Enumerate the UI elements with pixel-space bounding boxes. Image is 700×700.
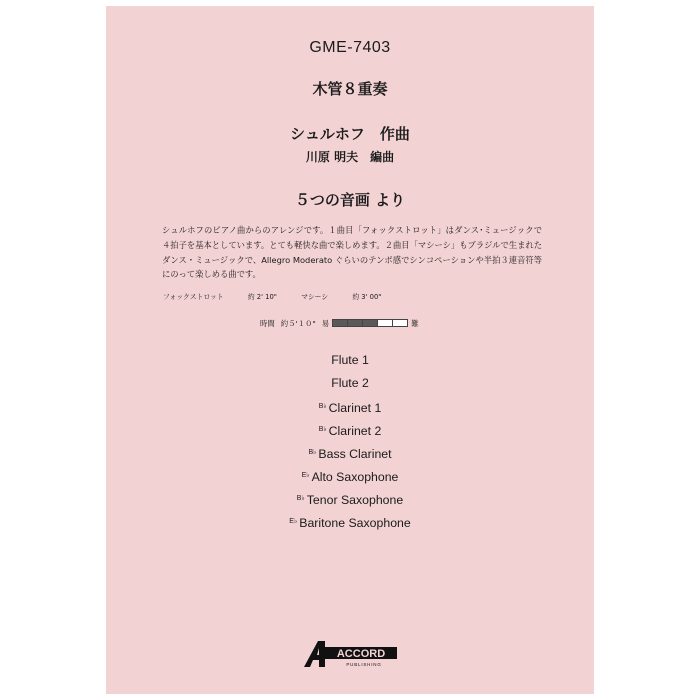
work-title: ５つの音画 より bbox=[294, 191, 406, 209]
accord-publishing-logo bbox=[302, 640, 398, 670]
difficulty-segment bbox=[393, 320, 407, 326]
logo-wordmark: ACCORD bbox=[336, 648, 386, 660]
score-cover bbox=[106, 6, 594, 694]
instrument-name: Bass Clarinet bbox=[318, 447, 392, 461]
ensemble-type: 木管８重奏 bbox=[312, 80, 388, 98]
instrument-name: Tenor Saxophone bbox=[306, 493, 404, 507]
difficulty-segment bbox=[348, 320, 363, 326]
instrumentation-list bbox=[106, 349, 594, 533]
total-time-value: 約５'１０" bbox=[280, 318, 316, 328]
arranger-line: 川原 明夫 編曲 bbox=[305, 150, 395, 164]
duration-difficulty-row bbox=[260, 317, 419, 329]
instrument-item bbox=[106, 487, 594, 510]
logo-subtext: PUBLISHING bbox=[346, 662, 382, 667]
piece-duration-1: フォックストロット 約 2' 10" bbox=[163, 293, 277, 301]
instrument-item bbox=[106, 349, 594, 372]
instrument-key: E♭ bbox=[301, 472, 310, 479]
instrument-name: Clarinet 2 bbox=[328, 424, 382, 438]
difficulty-segment bbox=[363, 320, 378, 326]
instrument-item bbox=[106, 510, 594, 533]
instrument-name: Alto Saxophone bbox=[311, 470, 399, 484]
difficulty-segment bbox=[378, 320, 393, 326]
total-time-label: 時間 bbox=[260, 318, 275, 328]
piece-duration-2: マシーシ 約 3' 00" bbox=[301, 293, 382, 301]
instrument-item bbox=[106, 441, 594, 464]
difficulty-easy-label: 易 bbox=[321, 318, 330, 328]
instrument-item bbox=[106, 464, 594, 487]
instrument-key: E♭ bbox=[289, 518, 298, 525]
instrument-item bbox=[106, 418, 594, 441]
composer-line: シュルホフ 作曲 bbox=[290, 125, 410, 143]
instrument-key: B♭ bbox=[318, 403, 327, 410]
difficulty-meter bbox=[332, 319, 408, 327]
instrument-key: B♭ bbox=[308, 449, 317, 456]
piece-durations bbox=[163, 291, 381, 301]
instrument-key: B♭ bbox=[296, 495, 305, 502]
difficulty-hard-label: 難 bbox=[411, 318, 419, 328]
instrument-name: Clarinet 1 bbox=[328, 401, 382, 415]
difficulty-segment bbox=[333, 320, 348, 326]
catalog-code: GME-7403 bbox=[309, 39, 391, 56]
instrument-item bbox=[106, 372, 594, 395]
instrument-name: Baritone Saxophone bbox=[299, 516, 411, 530]
instrument-name: Flute 1 bbox=[331, 353, 369, 367]
instrument-key: B♭ bbox=[318, 426, 327, 433]
instrument-item bbox=[106, 395, 594, 418]
instrument-name: Flute 2 bbox=[331, 376, 369, 390]
description-text: シュルホフのピアノ曲からのアレンジです。１曲目「フォックストロット」はダンス･ミュージックで４拍子を基本としています。とても軽快な曲で楽しめます。２曲目「マシーシ」もブラジルで生まれたダンス・ミュージックで、Allegro Moderato ぐらいのテンポ感でシンコペーションや半拍３連音符等にのって楽しめる曲です。 bbox=[162, 225, 542, 280]
